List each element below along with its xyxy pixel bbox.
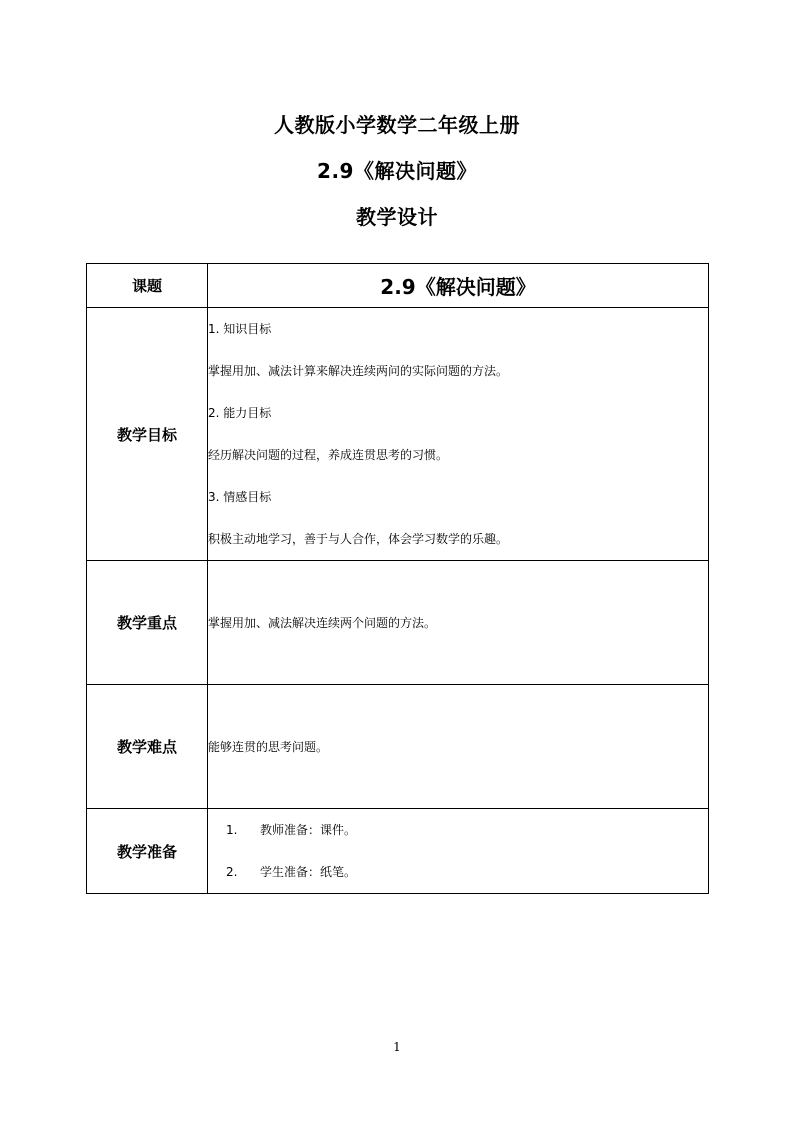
label-key-points: 教学重点 — [87, 561, 208, 685]
list-item-text: 学生准备：纸笔。 — [260, 865, 357, 879]
table-row-goals — [87, 308, 709, 561]
goal-line: 经历解决问题的过程，养成连贯思考的习惯。 — [208, 448, 449, 462]
table-row-topic — [87, 264, 709, 308]
goals-content — [208, 308, 709, 561]
goal-line: 积极主动地学习，善于与人合作，体会学习数学的乐趣。 — [208, 532, 509, 546]
document-title — [0, 102, 794, 240]
value-topic: 2.9《解决问题》 — [208, 264, 709, 308]
label-goals: 教学目标 — [87, 308, 208, 561]
lesson-plan-table — [86, 263, 709, 894]
list-item — [208, 809, 708, 851]
table-row-difficulties — [87, 685, 709, 809]
table-row-preparation — [87, 809, 709, 894]
title-line-series: 人教版小学数学二年级上册 — [274, 113, 520, 137]
list-item — [208, 851, 708, 893]
list-item-number: 1. — [226, 823, 238, 837]
label-difficulties: 教学难点 — [87, 685, 208, 809]
title-line-doc-type: 教学设计 — [356, 205, 438, 229]
goal-line: 1. 知识目标 — [208, 322, 272, 336]
table-row-key-points — [87, 561, 709, 685]
label-topic: 课题 — [87, 264, 208, 308]
title-line-lesson: 2.9《解决问题》 — [317, 159, 477, 183]
goal-line: 3. 情感目标 — [208, 490, 272, 504]
list-item-number: 2. — [226, 865, 238, 879]
key-points-text: 掌握用加、减法解决连续两个问题的方法。 — [208, 561, 709, 685]
preparation-content — [208, 809, 709, 894]
goal-line: 掌握用加、减法计算来解决连续两问的实际问题的方法。 — [208, 364, 509, 378]
difficulties-text: 能够连贯的思考问题。 — [208, 685, 709, 809]
goal-line: 2. 能力目标 — [208, 406, 272, 420]
list-item-text: 教师准备：课件。 — [260, 823, 357, 837]
page-number: 1 — [393, 1040, 401, 1054]
label-preparation: 教学准备 — [87, 809, 208, 894]
